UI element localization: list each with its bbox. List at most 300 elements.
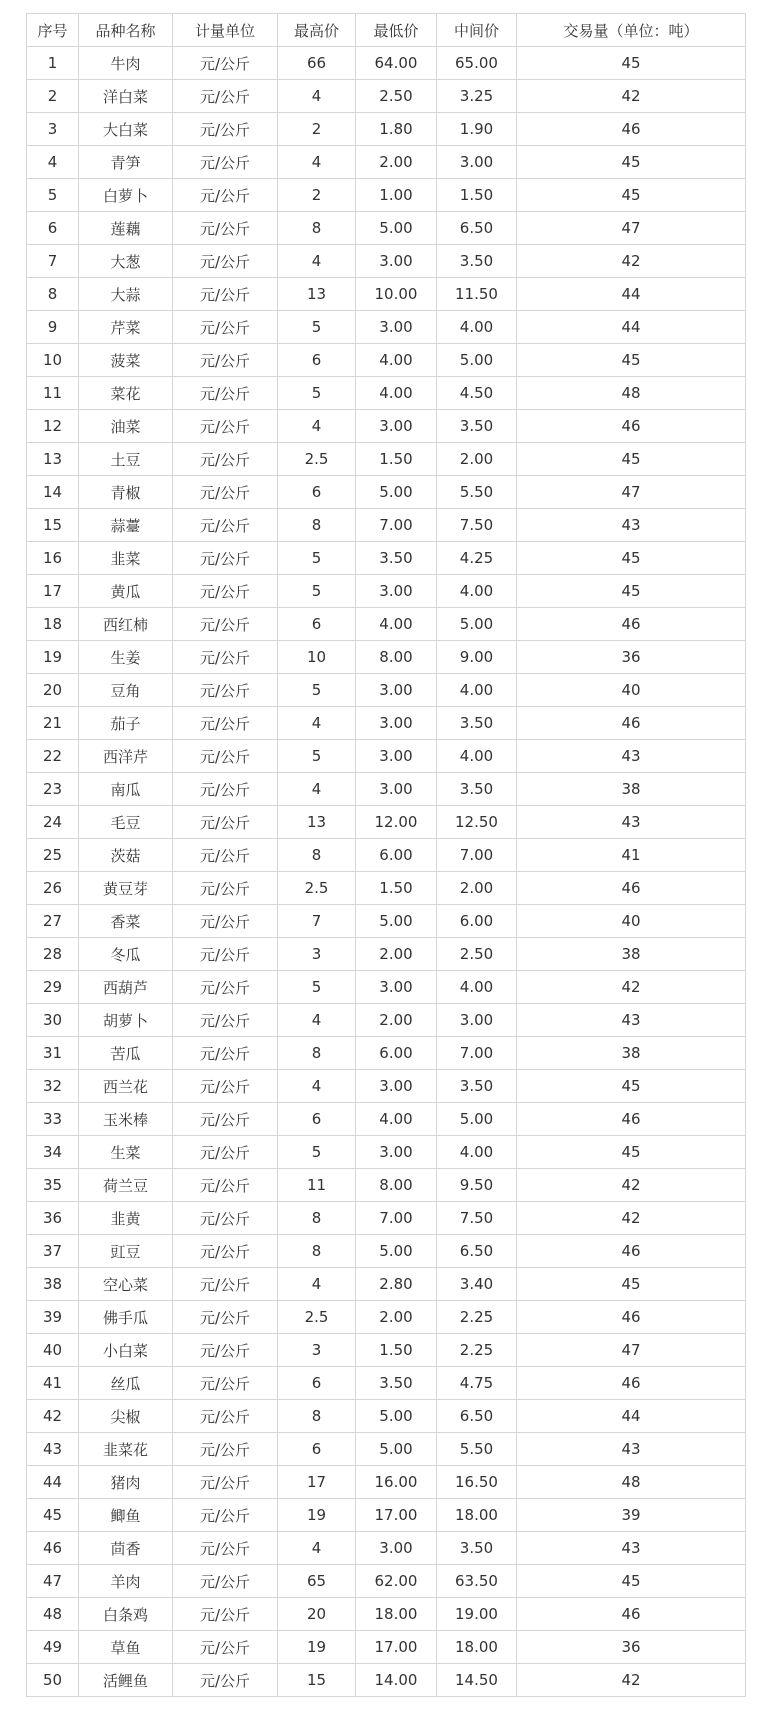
mid-price-cell: 4.75 — [437, 1367, 517, 1400]
unit-cell: 元/公斤 — [173, 1565, 278, 1598]
min-price-cell: 62.00 — [356, 1565, 437, 1598]
unit-cell: 元/公斤 — [173, 1334, 278, 1367]
name-cell: 大白菜 — [79, 113, 173, 146]
volume-cell: 43 — [517, 1532, 746, 1565]
min-price-cell: 1.50 — [356, 872, 437, 905]
index-cell: 32 — [27, 1070, 79, 1103]
table-row — [27, 1499, 746, 1532]
max-price-cell: 4 — [278, 773, 356, 806]
col-unit-header: 计量单位 — [173, 14, 278, 47]
table-row — [27, 146, 746, 179]
name-cell: 鲫鱼 — [79, 1499, 173, 1532]
max-price-cell: 15 — [278, 1664, 356, 1697]
mid-price-cell: 11.50 — [437, 278, 517, 311]
volume-cell: 46 — [517, 1235, 746, 1268]
name-cell: 荷兰豆 — [79, 1169, 173, 1202]
volume-cell: 45 — [517, 575, 746, 608]
min-price-cell: 8.00 — [356, 641, 437, 674]
volume-cell: 45 — [517, 1268, 746, 1301]
max-price-cell: 6 — [278, 1103, 356, 1136]
volume-cell: 36 — [517, 641, 746, 674]
table-row — [27, 1565, 746, 1598]
index-cell: 9 — [27, 311, 79, 344]
volume-cell: 45 — [517, 146, 746, 179]
mid-price-cell: 4.00 — [437, 1136, 517, 1169]
header-row — [27, 14, 746, 47]
table-row — [27, 740, 746, 773]
max-price-cell: 19 — [278, 1631, 356, 1664]
name-cell: 大葱 — [79, 245, 173, 278]
unit-cell: 元/公斤 — [173, 1070, 278, 1103]
min-price-cell: 2.80 — [356, 1268, 437, 1301]
mid-price-cell: 7.00 — [437, 1037, 517, 1070]
mid-price-cell: 3.50 — [437, 1070, 517, 1103]
price-table — [26, 13, 746, 1697]
unit-cell: 元/公斤 — [173, 1268, 278, 1301]
unit-cell: 元/公斤 — [173, 1466, 278, 1499]
mid-price-cell: 7.50 — [437, 1202, 517, 1235]
mid-price-cell: 2.25 — [437, 1334, 517, 1367]
mid-price-cell: 63.50 — [437, 1565, 517, 1598]
table-row — [27, 443, 746, 476]
max-price-cell: 65 — [278, 1565, 356, 1598]
name-cell: 韭菜 — [79, 542, 173, 575]
volume-cell: 42 — [517, 1202, 746, 1235]
name-cell: 牛肉 — [79, 47, 173, 80]
index-cell: 29 — [27, 971, 79, 1004]
max-price-cell: 4 — [278, 245, 356, 278]
min-price-cell: 17.00 — [356, 1499, 437, 1532]
name-cell: 菠菜 — [79, 344, 173, 377]
unit-cell: 元/公斤 — [173, 509, 278, 542]
unit-cell: 元/公斤 — [173, 1532, 278, 1565]
table-row — [27, 1004, 746, 1037]
table-body — [27, 47, 746, 1697]
index-cell: 26 — [27, 872, 79, 905]
volume-cell: 40 — [517, 905, 746, 938]
unit-cell: 元/公斤 — [173, 278, 278, 311]
volume-cell: 47 — [517, 1334, 746, 1367]
mid-price-cell: 2.00 — [437, 872, 517, 905]
volume-cell: 42 — [517, 80, 746, 113]
max-price-cell: 3 — [278, 938, 356, 971]
mid-price-cell: 2.25 — [437, 1301, 517, 1334]
mid-price-cell: 12.50 — [437, 806, 517, 839]
mid-price-cell: 6.50 — [437, 1235, 517, 1268]
table-row — [27, 1070, 746, 1103]
volume-cell: 38 — [517, 1037, 746, 1070]
max-price-cell: 8 — [278, 1235, 356, 1268]
mid-price-cell: 4.00 — [437, 740, 517, 773]
table-row — [27, 608, 746, 641]
index-cell: 48 — [27, 1598, 79, 1631]
mid-price-cell: 19.00 — [437, 1598, 517, 1631]
name-cell: 大蒜 — [79, 278, 173, 311]
max-price-cell: 5 — [278, 740, 356, 773]
min-price-cell: 4.00 — [356, 608, 437, 641]
max-price-cell: 5 — [278, 971, 356, 1004]
max-price-cell: 4 — [278, 1268, 356, 1301]
max-price-cell: 2.5 — [278, 443, 356, 476]
table-row — [27, 80, 746, 113]
col-max-price-header: 最高价 — [278, 14, 356, 47]
min-price-cell: 3.00 — [356, 971, 437, 1004]
name-cell: 黄豆芽 — [79, 872, 173, 905]
volume-cell: 36 — [517, 1631, 746, 1664]
min-price-cell: 2.00 — [356, 146, 437, 179]
table-row — [27, 707, 746, 740]
min-price-cell: 5.00 — [356, 1235, 437, 1268]
table-row — [27, 1136, 746, 1169]
min-price-cell: 7.00 — [356, 509, 437, 542]
mid-price-cell: 18.00 — [437, 1499, 517, 1532]
index-cell: 3 — [27, 113, 79, 146]
volume-cell: 46 — [517, 707, 746, 740]
name-cell: 西红柿 — [79, 608, 173, 641]
min-price-cell: 1.00 — [356, 179, 437, 212]
table-row — [27, 377, 746, 410]
min-price-cell: 3.00 — [356, 674, 437, 707]
name-cell: 小白菜 — [79, 1334, 173, 1367]
index-cell: 6 — [27, 212, 79, 245]
table-row — [27, 575, 746, 608]
table-row — [27, 1202, 746, 1235]
unit-cell: 元/公斤 — [173, 410, 278, 443]
table-row — [27, 1334, 746, 1367]
min-price-cell: 4.00 — [356, 1103, 437, 1136]
unit-cell: 元/公斤 — [173, 575, 278, 608]
min-price-cell: 4.00 — [356, 344, 437, 377]
unit-cell: 元/公斤 — [173, 1301, 278, 1334]
min-price-cell: 2.00 — [356, 1301, 437, 1334]
max-price-cell: 4 — [278, 146, 356, 179]
mid-price-cell: 3.00 — [437, 1004, 517, 1037]
mid-price-cell: 9.00 — [437, 641, 517, 674]
table-row — [27, 1433, 746, 1466]
min-price-cell: 3.00 — [356, 1136, 437, 1169]
volume-cell: 46 — [517, 1598, 746, 1631]
min-price-cell: 10.00 — [356, 278, 437, 311]
index-cell: 49 — [27, 1631, 79, 1664]
table-row — [27, 311, 746, 344]
table-row — [27, 542, 746, 575]
max-price-cell: 2.5 — [278, 872, 356, 905]
unit-cell: 元/公斤 — [173, 1631, 278, 1664]
name-cell: 洋白菜 — [79, 80, 173, 113]
volume-cell: 45 — [517, 1136, 746, 1169]
min-price-cell: 6.00 — [356, 839, 437, 872]
min-price-cell: 3.00 — [356, 740, 437, 773]
max-price-cell: 5 — [278, 542, 356, 575]
unit-cell: 元/公斤 — [173, 971, 278, 1004]
index-cell: 24 — [27, 806, 79, 839]
max-price-cell: 11 — [278, 1169, 356, 1202]
max-price-cell: 2 — [278, 179, 356, 212]
index-cell: 14 — [27, 476, 79, 509]
name-cell: 青椒 — [79, 476, 173, 509]
index-cell: 7 — [27, 245, 79, 278]
max-price-cell: 5 — [278, 674, 356, 707]
table-row — [27, 938, 746, 971]
index-cell: 42 — [27, 1400, 79, 1433]
name-cell: 土豆 — [79, 443, 173, 476]
max-price-cell: 8 — [278, 1400, 356, 1433]
name-cell: 生姜 — [79, 641, 173, 674]
unit-cell: 元/公斤 — [173, 608, 278, 641]
index-cell: 2 — [27, 80, 79, 113]
index-cell: 12 — [27, 410, 79, 443]
min-price-cell: 3.00 — [356, 773, 437, 806]
max-price-cell: 19 — [278, 1499, 356, 1532]
name-cell: 菜花 — [79, 377, 173, 410]
index-cell: 15 — [27, 509, 79, 542]
unit-cell: 元/公斤 — [173, 1136, 278, 1169]
name-cell: 苦瓜 — [79, 1037, 173, 1070]
index-cell: 23 — [27, 773, 79, 806]
unit-cell: 元/公斤 — [173, 740, 278, 773]
mid-price-cell: 3.50 — [437, 245, 517, 278]
index-cell: 16 — [27, 542, 79, 575]
name-cell: 莲藕 — [79, 212, 173, 245]
volume-cell: 47 — [517, 212, 746, 245]
index-cell: 19 — [27, 641, 79, 674]
unit-cell: 元/公斤 — [173, 1004, 278, 1037]
mid-price-cell: 3.00 — [437, 146, 517, 179]
index-cell: 13 — [27, 443, 79, 476]
name-cell: 活鲤鱼 — [79, 1664, 173, 1697]
table-row — [27, 1598, 746, 1631]
index-cell: 5 — [27, 179, 79, 212]
min-price-cell: 3.00 — [356, 311, 437, 344]
min-price-cell: 1.50 — [356, 1334, 437, 1367]
max-price-cell: 8 — [278, 1202, 356, 1235]
index-cell: 17 — [27, 575, 79, 608]
min-price-cell: 3.00 — [356, 1070, 437, 1103]
table-row — [27, 212, 746, 245]
table-row — [27, 641, 746, 674]
volume-cell: 45 — [517, 542, 746, 575]
unit-cell: 元/公斤 — [173, 1433, 278, 1466]
index-cell: 44 — [27, 1466, 79, 1499]
table-row — [27, 113, 746, 146]
volume-cell: 43 — [517, 806, 746, 839]
name-cell: 胡萝卜 — [79, 1004, 173, 1037]
index-cell: 28 — [27, 938, 79, 971]
index-cell: 22 — [27, 740, 79, 773]
min-price-cell: 5.00 — [356, 1400, 437, 1433]
min-price-cell: 16.00 — [356, 1466, 437, 1499]
unit-cell: 元/公斤 — [173, 707, 278, 740]
table-header — [27, 14, 746, 47]
unit-cell: 元/公斤 — [173, 905, 278, 938]
volume-cell: 42 — [517, 971, 746, 1004]
max-price-cell: 13 — [278, 806, 356, 839]
name-cell: 西兰花 — [79, 1070, 173, 1103]
unit-cell: 元/公斤 — [173, 311, 278, 344]
table-row — [27, 1169, 746, 1202]
mid-price-cell: 4.50 — [437, 377, 517, 410]
index-cell: 34 — [27, 1136, 79, 1169]
volume-cell: 46 — [517, 872, 746, 905]
name-cell: 韭黄 — [79, 1202, 173, 1235]
table-row — [27, 476, 746, 509]
mid-price-cell: 4.00 — [437, 674, 517, 707]
unit-cell: 元/公斤 — [173, 641, 278, 674]
max-price-cell: 5 — [278, 1136, 356, 1169]
table-row — [27, 1037, 746, 1070]
max-price-cell: 6 — [278, 608, 356, 641]
unit-cell: 元/公斤 — [173, 344, 278, 377]
table-row — [27, 1367, 746, 1400]
name-cell: 羊肉 — [79, 1565, 173, 1598]
mid-price-cell: 5.00 — [437, 1103, 517, 1136]
unit-cell: 元/公斤 — [173, 377, 278, 410]
name-cell: 香菜 — [79, 905, 173, 938]
name-cell: 佛手瓜 — [79, 1301, 173, 1334]
max-price-cell: 7 — [278, 905, 356, 938]
index-cell: 1 — [27, 47, 79, 80]
name-cell: 黄瓜 — [79, 575, 173, 608]
unit-cell: 元/公斤 — [173, 872, 278, 905]
table-row — [27, 1301, 746, 1334]
index-cell: 36 — [27, 1202, 79, 1235]
min-price-cell: 3.00 — [356, 1532, 437, 1565]
table-row — [27, 872, 746, 905]
col-volume-header: 交易量（单位：吨） — [517, 14, 746, 47]
max-price-cell: 6 — [278, 344, 356, 377]
volume-cell: 45 — [517, 1565, 746, 1598]
min-price-cell: 1.80 — [356, 113, 437, 146]
max-price-cell: 10 — [278, 641, 356, 674]
mid-price-cell: 2.50 — [437, 938, 517, 971]
table-row — [27, 509, 746, 542]
name-cell: 豇豆 — [79, 1235, 173, 1268]
mid-price-cell: 16.50 — [437, 1466, 517, 1499]
index-cell: 38 — [27, 1268, 79, 1301]
volume-cell: 39 — [517, 1499, 746, 1532]
index-cell: 21 — [27, 707, 79, 740]
col-name-header: 品种名称 — [79, 14, 173, 47]
col-min-price-header: 最低价 — [356, 14, 437, 47]
min-price-cell: 17.00 — [356, 1631, 437, 1664]
volume-cell: 44 — [517, 1400, 746, 1433]
name-cell: 茴香 — [79, 1532, 173, 1565]
name-cell: 冬瓜 — [79, 938, 173, 971]
max-price-cell: 2 — [278, 113, 356, 146]
table-row — [27, 410, 746, 443]
name-cell: 南瓜 — [79, 773, 173, 806]
unit-cell: 元/公斤 — [173, 1664, 278, 1697]
mid-price-cell: 5.00 — [437, 344, 517, 377]
max-price-cell: 6 — [278, 1433, 356, 1466]
name-cell: 毛豆 — [79, 806, 173, 839]
min-price-cell: 4.00 — [356, 377, 437, 410]
mid-price-cell: 3.50 — [437, 773, 517, 806]
mid-price-cell: 5.50 — [437, 476, 517, 509]
unit-cell: 元/公斤 — [173, 179, 278, 212]
min-price-cell: 64.00 — [356, 47, 437, 80]
volume-cell: 45 — [517, 443, 746, 476]
unit-cell: 元/公斤 — [173, 1235, 278, 1268]
mid-price-cell: 65.00 — [437, 47, 517, 80]
max-price-cell: 66 — [278, 47, 356, 80]
unit-cell: 元/公斤 — [173, 1103, 278, 1136]
index-cell: 37 — [27, 1235, 79, 1268]
volume-cell: 42 — [517, 1169, 746, 1202]
min-price-cell: 3.00 — [356, 245, 437, 278]
table-row — [27, 971, 746, 1004]
max-price-cell: 4 — [278, 707, 356, 740]
min-price-cell: 5.00 — [356, 1433, 437, 1466]
min-price-cell: 3.00 — [356, 707, 437, 740]
min-price-cell: 2.50 — [356, 80, 437, 113]
min-price-cell: 1.50 — [356, 443, 437, 476]
volume-cell: 43 — [517, 509, 746, 542]
unit-cell: 元/公斤 — [173, 542, 278, 575]
unit-cell: 元/公斤 — [173, 47, 278, 80]
unit-cell: 元/公斤 — [173, 674, 278, 707]
name-cell: 芹菜 — [79, 311, 173, 344]
mid-price-cell: 14.50 — [437, 1664, 517, 1697]
volume-cell: 45 — [517, 47, 746, 80]
unit-cell: 元/公斤 — [173, 443, 278, 476]
max-price-cell: 4 — [278, 1004, 356, 1037]
mid-price-cell: 1.90 — [437, 113, 517, 146]
min-price-cell: 3.50 — [356, 542, 437, 575]
name-cell: 尖椒 — [79, 1400, 173, 1433]
table-row — [27, 1400, 746, 1433]
volume-cell: 43 — [517, 1004, 746, 1037]
volume-cell: 40 — [517, 674, 746, 707]
max-price-cell: 17 — [278, 1466, 356, 1499]
mid-price-cell: 6.50 — [437, 212, 517, 245]
index-cell: 47 — [27, 1565, 79, 1598]
index-cell: 46 — [27, 1532, 79, 1565]
index-cell: 8 — [27, 278, 79, 311]
table-row — [27, 344, 746, 377]
unit-cell: 元/公斤 — [173, 1598, 278, 1631]
index-cell: 31 — [27, 1037, 79, 1070]
mid-price-cell: 7.00 — [437, 839, 517, 872]
volume-cell: 46 — [517, 1103, 746, 1136]
max-price-cell: 6 — [278, 1367, 356, 1400]
mid-price-cell: 2.00 — [437, 443, 517, 476]
name-cell: 茨菇 — [79, 839, 173, 872]
unit-cell: 元/公斤 — [173, 938, 278, 971]
unit-cell: 元/公斤 — [173, 212, 278, 245]
volume-cell: 46 — [517, 1301, 746, 1334]
name-cell: 韭菜花 — [79, 1433, 173, 1466]
table-row — [27, 1268, 746, 1301]
unit-cell: 元/公斤 — [173, 146, 278, 179]
table-row — [27, 278, 746, 311]
index-cell: 10 — [27, 344, 79, 377]
name-cell: 生菜 — [79, 1136, 173, 1169]
index-cell: 39 — [27, 1301, 79, 1334]
volume-cell: 47 — [517, 476, 746, 509]
table-row — [27, 245, 746, 278]
unit-cell: 元/公斤 — [173, 476, 278, 509]
index-cell: 4 — [27, 146, 79, 179]
min-price-cell: 8.00 — [356, 1169, 437, 1202]
table-row — [27, 806, 746, 839]
mid-price-cell: 9.50 — [437, 1169, 517, 1202]
unit-cell: 元/公斤 — [173, 113, 278, 146]
unit-cell: 元/公斤 — [173, 1169, 278, 1202]
volume-cell: 48 — [517, 377, 746, 410]
max-price-cell: 8 — [278, 212, 356, 245]
unit-cell: 元/公斤 — [173, 1400, 278, 1433]
